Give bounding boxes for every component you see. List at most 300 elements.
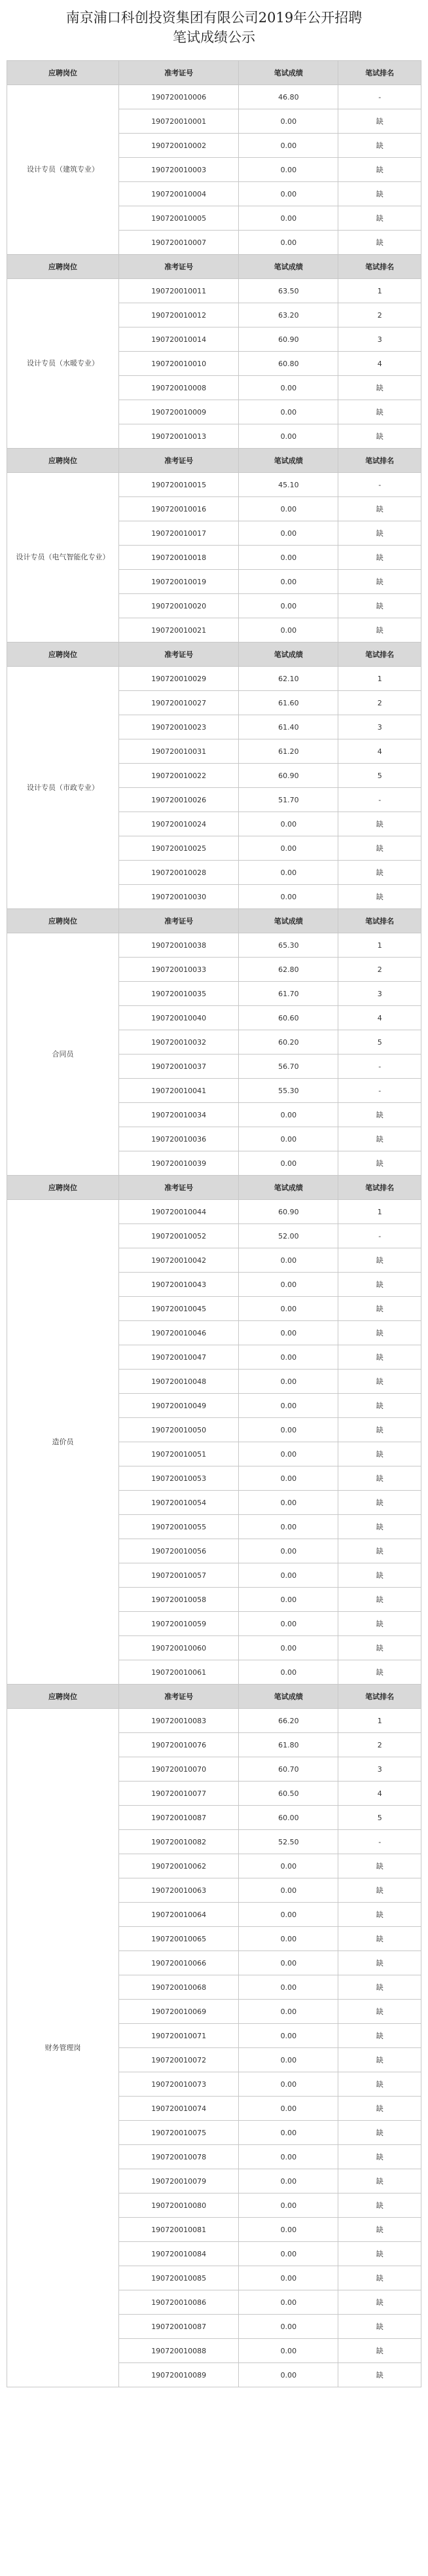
rank-cell: 缺 (338, 1563, 421, 1588)
score-cell: 0.00 (239, 521, 338, 546)
exam-number-cell: 190720010036 (118, 1127, 239, 1151)
score-cell: 0.00 (239, 2169, 338, 2193)
rank-cell: 缺 (338, 206, 421, 231)
rank-cell: 缺 (338, 2266, 421, 2290)
table-row (7, 1709, 421, 1733)
exam-number-cell: 190720010014 (118, 327, 239, 352)
score-cell: 0.00 (239, 2339, 338, 2363)
column-header: 笔试排名 (338, 643, 421, 667)
rank-cell: 3 (338, 715, 421, 739)
rank-cell: 缺 (338, 182, 421, 206)
column-header: 笔试排名 (338, 909, 421, 933)
rank-cell: 缺 (338, 812, 421, 836)
rank-cell: 缺 (338, 1248, 421, 1273)
rank-cell: 缺 (338, 1151, 421, 1176)
table-row (7, 933, 421, 958)
score-cell: 0.00 (239, 2242, 338, 2266)
rank-cell: 缺 (338, 1660, 421, 1685)
exam-number-cell: 190720010051 (118, 1442, 239, 1466)
exam-number-cell: 190720010008 (118, 376, 239, 400)
exam-number-cell: 190720010058 (118, 1588, 239, 1612)
rank-cell: 缺 (338, 2339, 421, 2363)
column-header: 笔试成绩 (239, 1176, 338, 1200)
column-header: 准考证号 (118, 255, 239, 279)
score-cell: 0.00 (239, 1903, 338, 1927)
column-header: 准考证号 (118, 1685, 239, 1709)
exam-number-cell: 190720010011 (118, 279, 239, 303)
rank-cell: - (338, 1830, 421, 1854)
position-cell: 设计专员（建筑专业） (7, 85, 119, 255)
exam-number-cell: 190720010088 (118, 2339, 239, 2363)
rank-cell: 缺 (338, 570, 421, 594)
column-header: 笔试排名 (338, 1176, 421, 1200)
rank-cell: 缺 (338, 1103, 421, 1127)
exam-number-cell: 190720010056 (118, 1539, 239, 1563)
exam-number-cell: 190720010019 (118, 570, 239, 594)
rank-cell: 缺 (338, 2315, 421, 2339)
exam-number-cell: 190720010012 (118, 303, 239, 327)
rank-cell: 2 (338, 1733, 421, 1757)
score-cell: 0.00 (239, 1975, 338, 2000)
rank-cell: 缺 (338, 1515, 421, 1539)
position-cell: 造价员 (7, 1200, 119, 1685)
rank-cell: 缺 (338, 1418, 421, 1442)
score-cell: 0.00 (239, 861, 338, 885)
rank-cell: 缺 (338, 1612, 421, 1636)
exam-number-cell: 190720010031 (118, 739, 239, 764)
exam-number-cell: 190720010079 (118, 2169, 239, 2193)
exam-number-cell: 190720010065 (118, 1927, 239, 1951)
rank-cell: 缺 (338, 2242, 421, 2266)
section-header-row (7, 1176, 421, 1200)
score-cell: 0.00 (239, 1878, 338, 1903)
score-cell: 0.00 (239, 1273, 338, 1297)
exam-number-cell: 190720010023 (118, 715, 239, 739)
rank-cell: 2 (338, 303, 421, 327)
exam-number-cell: 190720010025 (118, 836, 239, 861)
rank-cell: 缺 (338, 546, 421, 570)
score-cell: 60.90 (239, 327, 338, 352)
exam-number-cell: 190720010089 (118, 2363, 239, 2387)
exam-number-cell: 190720010026 (118, 788, 239, 812)
exam-number-cell: 190720010032 (118, 1030, 239, 1055)
column-header: 笔试成绩 (239, 643, 338, 667)
score-cell: 0.00 (239, 546, 338, 570)
score-cell: 0.00 (239, 2145, 338, 2169)
exam-number-cell: 190720010078 (118, 2145, 239, 2169)
column-header: 准考证号 (118, 1176, 239, 1200)
exam-number-cell: 190720010028 (118, 861, 239, 885)
exam-number-cell: 190720010050 (118, 1418, 239, 1442)
rank-cell: 缺 (338, 2363, 421, 2387)
exam-number-cell: 190720010041 (118, 1079, 239, 1103)
score-cell: 0.00 (239, 2121, 338, 2145)
column-header: 应聘岗位 (7, 909, 119, 933)
score-cell: 63.50 (239, 279, 338, 303)
rank-cell: 1 (338, 667, 421, 691)
exam-number-cell: 190720010084 (118, 2242, 239, 2266)
exam-number-cell: 190720010073 (118, 2072, 239, 2097)
score-cell: 0.00 (239, 1127, 338, 1151)
column-header: 笔试成绩 (239, 909, 338, 933)
rank-cell: 3 (338, 982, 421, 1006)
exam-number-cell: 190720010027 (118, 691, 239, 715)
exam-number-cell: 190720010071 (118, 2024, 239, 2048)
column-header: 笔试成绩 (239, 1685, 338, 1709)
rank-cell: 缺 (338, 158, 421, 182)
rank-cell: 5 (338, 764, 421, 788)
exam-number-cell: 190720010007 (118, 231, 239, 255)
rank-cell: 缺 (338, 2193, 421, 2218)
exam-number-cell: 190720010020 (118, 594, 239, 618)
exam-number-cell: 190720010009 (118, 400, 239, 424)
exam-number-cell: 190720010042 (118, 1248, 239, 1273)
exam-number-cell: 190720010072 (118, 2048, 239, 2072)
column-header: 准考证号 (118, 643, 239, 667)
column-header: 应聘岗位 (7, 255, 119, 279)
column-header: 应聘岗位 (7, 449, 119, 473)
rank-cell: - (338, 1079, 421, 1103)
score-cell: 0.00 (239, 1515, 338, 1539)
score-cell: 52.50 (239, 1830, 338, 1854)
exam-number-cell: 190720010035 (118, 982, 239, 1006)
score-cell: 0.00 (239, 134, 338, 158)
score-cell: 0.00 (239, 1151, 338, 1176)
column-header: 笔试排名 (338, 61, 421, 85)
exam-number-cell: 190720010074 (118, 2097, 239, 2121)
score-cell: 0.00 (239, 2097, 338, 2121)
score-cell: 0.00 (239, 2290, 338, 2315)
exam-number-cell: 190720010081 (118, 2218, 239, 2242)
rank-cell: 缺 (338, 2072, 421, 2097)
rank-cell: 缺 (338, 885, 421, 909)
score-cell: 0.00 (239, 1442, 338, 1466)
score-cell: 0.00 (239, 570, 338, 594)
score-cell: 0.00 (239, 2218, 338, 2242)
section-header-row (7, 255, 421, 279)
score-cell: 0.00 (239, 2048, 338, 2072)
rank-cell: 缺 (338, 1951, 421, 1975)
exam-number-cell: 190720010043 (118, 1273, 239, 1297)
score-cell: 60.60 (239, 1006, 338, 1030)
exam-number-cell: 190720010052 (118, 1224, 239, 1248)
exam-number-cell: 190720010016 (118, 497, 239, 521)
rank-cell: 缺 (338, 1345, 421, 1370)
exam-number-cell: 190720010044 (118, 1200, 239, 1224)
exam-number-cell: 190720010029 (118, 667, 239, 691)
rank-cell: 4 (338, 1006, 421, 1030)
rank-cell: 缺 (338, 1878, 421, 1903)
exam-number-cell: 190720010087 (118, 1806, 239, 1830)
exam-number-cell: 190720010066 (118, 1951, 239, 1975)
exam-number-cell: 190720010068 (118, 1975, 239, 2000)
score-cell: 0.00 (239, 158, 338, 182)
rank-cell: 4 (338, 352, 421, 376)
rank-cell: 缺 (338, 1370, 421, 1394)
section-header-row (7, 909, 421, 933)
table-row (7, 473, 421, 497)
score-cell: 0.00 (239, 497, 338, 521)
column-header: 笔试成绩 (239, 255, 338, 279)
rank-cell: 1 (338, 1200, 421, 1224)
rank-cell: 缺 (338, 1636, 421, 1660)
score-cell: 46.80 (239, 85, 338, 109)
exam-number-cell: 190720010015 (118, 473, 239, 497)
score-cell: 0.00 (239, 109, 338, 134)
rank-cell: 缺 (338, 2048, 421, 2072)
rank-cell: 缺 (338, 109, 421, 134)
score-cell: 0.00 (239, 594, 338, 618)
score-cell: 52.00 (239, 1224, 338, 1248)
rank-cell: 缺 (338, 231, 421, 255)
table-row (7, 1200, 421, 1224)
score-table (7, 60, 421, 2387)
score-cell: 0.00 (239, 1466, 338, 1491)
score-cell: 0.00 (239, 1394, 338, 1418)
rank-cell: 缺 (338, 424, 421, 449)
exam-number-cell: 190720010080 (118, 2193, 239, 2218)
title-line-1: 南京浦口科创投资集团有限公司2019年公开招聘 (65, 10, 363, 26)
score-cell: 0.00 (239, 424, 338, 449)
score-cell: 60.50 (239, 1782, 338, 1806)
score-cell: 62.80 (239, 958, 338, 982)
rank-cell: 缺 (338, 1466, 421, 1491)
rank-cell: - (338, 85, 421, 109)
exam-number-cell: 190720010048 (118, 1370, 239, 1394)
position-cell: 合同员 (7, 933, 119, 1176)
score-cell: 0.00 (239, 1539, 338, 1563)
exam-number-cell: 190720010047 (118, 1345, 239, 1370)
exam-number-cell: 190720010054 (118, 1491, 239, 1515)
rank-cell: - (338, 473, 421, 497)
rank-cell: 5 (338, 1030, 421, 1055)
score-cell: 60.00 (239, 1806, 338, 1830)
score-cell: 0.00 (239, 2000, 338, 2024)
score-cell: 0.00 (239, 1563, 338, 1588)
exam-number-cell: 190720010076 (118, 1733, 239, 1757)
exam-number-cell: 190720010082 (118, 1830, 239, 1854)
score-cell: 61.60 (239, 691, 338, 715)
column-header: 笔试成绩 (239, 61, 338, 85)
exam-number-cell: 190720010049 (118, 1394, 239, 1418)
exam-number-cell: 190720010046 (118, 1321, 239, 1345)
exam-number-cell: 190720010075 (118, 2121, 239, 2145)
exam-number-cell: 190720010039 (118, 1151, 239, 1176)
score-cell: 55.30 (239, 1079, 338, 1103)
exam-number-cell: 190720010087 (118, 2315, 239, 2339)
score-cell: 0.00 (239, 1636, 338, 1660)
column-header: 应聘岗位 (7, 1685, 119, 1709)
exam-number-cell: 190720010005 (118, 206, 239, 231)
score-cell: 0.00 (239, 1951, 338, 1975)
exam-number-cell: 190720010077 (118, 1782, 239, 1806)
rank-cell: 缺 (338, 1321, 421, 1345)
score-cell: 66.20 (239, 1709, 338, 1733)
score-cell: 0.00 (239, 1491, 338, 1515)
section-header-row (7, 449, 421, 473)
score-cell: 0.00 (239, 1103, 338, 1127)
rank-cell: - (338, 788, 421, 812)
exam-number-cell: 190720010024 (118, 812, 239, 836)
exam-number-cell: 190720010086 (118, 2290, 239, 2315)
rank-cell: 缺 (338, 2145, 421, 2169)
score-cell: 0.00 (239, 812, 338, 836)
section-header-row (7, 61, 421, 85)
exam-number-cell: 190720010010 (118, 352, 239, 376)
section-header-row (7, 1685, 421, 1709)
rank-cell: 缺 (338, 1927, 421, 1951)
score-cell: 0.00 (239, 1612, 338, 1636)
rank-cell: 缺 (338, 836, 421, 861)
exam-number-cell: 190720010061 (118, 1660, 239, 1685)
position-cell: 设计专员（电气智能化专业） (7, 473, 119, 643)
column-header: 应聘岗位 (7, 1176, 119, 1200)
score-cell: 61.20 (239, 739, 338, 764)
column-header: 准考证号 (118, 909, 239, 933)
rank-cell: 1 (338, 1709, 421, 1733)
rank-cell: 缺 (338, 1903, 421, 1927)
rank-cell: 5 (338, 1806, 421, 1830)
exam-number-cell: 190720010069 (118, 2000, 239, 2024)
rank-cell: 缺 (338, 2024, 421, 2048)
exam-number-cell: 190720010017 (118, 521, 239, 546)
score-cell: 60.70 (239, 1757, 338, 1782)
section-header-row (7, 643, 421, 667)
document-title (7, 0, 421, 47)
exam-number-cell: 190720010001 (118, 109, 239, 134)
column-header: 笔试排名 (338, 255, 421, 279)
position-cell: 财务管理岗 (7, 1709, 119, 2387)
column-header: 准考证号 (118, 61, 239, 85)
rank-cell: 1 (338, 279, 421, 303)
rank-cell: 缺 (338, 1273, 421, 1297)
rank-cell: 缺 (338, 1588, 421, 1612)
rank-cell: 2 (338, 691, 421, 715)
rank-cell: 缺 (338, 594, 421, 618)
exam-number-cell: 190720010021 (118, 618, 239, 643)
score-cell: 0.00 (239, 1588, 338, 1612)
table-row (7, 85, 421, 109)
exam-number-cell: 190720010003 (118, 158, 239, 182)
exam-number-cell: 190720010038 (118, 933, 239, 958)
column-header: 应聘岗位 (7, 61, 119, 85)
score-cell: 62.10 (239, 667, 338, 691)
rank-cell: 缺 (338, 618, 421, 643)
exam-number-cell: 190720010040 (118, 1006, 239, 1030)
exam-number-cell: 190720010057 (118, 1563, 239, 1588)
rank-cell: 缺 (338, 2097, 421, 2121)
exam-number-cell: 190720010062 (118, 1854, 239, 1878)
score-cell: 65.30 (239, 933, 338, 958)
score-cell: 0.00 (239, 2072, 338, 2097)
score-cell: 60.80 (239, 352, 338, 376)
rank-cell: 缺 (338, 2169, 421, 2193)
exam-number-cell: 190720010006 (118, 85, 239, 109)
score-cell: 51.70 (239, 788, 338, 812)
score-cell: 0.00 (239, 1418, 338, 1442)
rank-cell: - (338, 1055, 421, 1079)
score-cell: 61.40 (239, 715, 338, 739)
rank-cell: 缺 (338, 2000, 421, 2024)
rank-cell: - (338, 1224, 421, 1248)
rank-cell: 缺 (338, 2218, 421, 2242)
score-cell: 0.00 (239, 1660, 338, 1685)
rank-cell: 3 (338, 327, 421, 352)
rank-cell: 4 (338, 1782, 421, 1806)
exam-number-cell: 190720010060 (118, 1636, 239, 1660)
column-header: 笔试成绩 (239, 449, 338, 473)
score-cell: 0.00 (239, 182, 338, 206)
exam-number-cell: 190720010053 (118, 1466, 239, 1491)
exam-number-cell: 190720010059 (118, 1612, 239, 1636)
rank-cell: 缺 (338, 861, 421, 885)
rank-cell: 缺 (338, 1491, 421, 1515)
rank-cell: 3 (338, 1757, 421, 1782)
rank-cell: 1 (338, 933, 421, 958)
exam-number-cell: 190720010030 (118, 885, 239, 909)
column-header: 笔试排名 (338, 1685, 421, 1709)
exam-number-cell: 190720010002 (118, 134, 239, 158)
exam-number-cell: 190720010045 (118, 1297, 239, 1321)
column-header: 笔试排名 (338, 449, 421, 473)
score-cell: 0.00 (239, 1854, 338, 1878)
table-row (7, 279, 421, 303)
table-row (7, 667, 421, 691)
score-cell: 0.00 (239, 2315, 338, 2339)
score-cell: 0.00 (239, 1927, 338, 1951)
score-cell: 61.70 (239, 982, 338, 1006)
score-cell: 0.00 (239, 2193, 338, 2218)
score-cell: 60.20 (239, 1030, 338, 1055)
score-cell: 0.00 (239, 231, 338, 255)
score-cell: 0.00 (239, 1370, 338, 1394)
column-header: 准考证号 (118, 449, 239, 473)
rank-cell: 缺 (338, 521, 421, 546)
exam-number-cell: 190720010063 (118, 1878, 239, 1903)
column-header: 应聘岗位 (7, 643, 119, 667)
rank-cell: 缺 (338, 2121, 421, 2145)
exam-number-cell: 190720010018 (118, 546, 239, 570)
exam-number-cell: 190720010085 (118, 2266, 239, 2290)
score-cell: 0.00 (239, 2266, 338, 2290)
exam-number-cell: 190720010022 (118, 764, 239, 788)
rank-cell: 缺 (338, 1297, 421, 1321)
score-cell: 0.00 (239, 2363, 338, 2387)
score-cell: 0.00 (239, 376, 338, 400)
score-cell: 0.00 (239, 400, 338, 424)
score-cell: 60.90 (239, 764, 338, 788)
score-cell: 0.00 (239, 1345, 338, 1370)
rank-cell: 缺 (338, 1442, 421, 1466)
score-cell: 63.20 (239, 303, 338, 327)
score-cell: 0.00 (239, 618, 338, 643)
score-cell: 61.80 (239, 1733, 338, 1757)
position-cell: 设计专员（市政专业） (7, 667, 119, 909)
exam-number-cell: 190720010083 (118, 1709, 239, 1733)
exam-number-cell: 190720010037 (118, 1055, 239, 1079)
score-cell: 56.70 (239, 1055, 338, 1079)
score-cell: 0.00 (239, 206, 338, 231)
exam-number-cell: 190720010064 (118, 1903, 239, 1927)
score-cell: 0.00 (239, 836, 338, 861)
rank-cell: 缺 (338, 134, 421, 158)
score-cell: 0.00 (239, 1297, 338, 1321)
rank-cell: 缺 (338, 376, 421, 400)
rank-cell: 缺 (338, 1127, 421, 1151)
score-cell: 45.10 (239, 473, 338, 497)
rank-cell: 2 (338, 958, 421, 982)
position-cell: 设计专员（水暖专业） (7, 279, 119, 449)
